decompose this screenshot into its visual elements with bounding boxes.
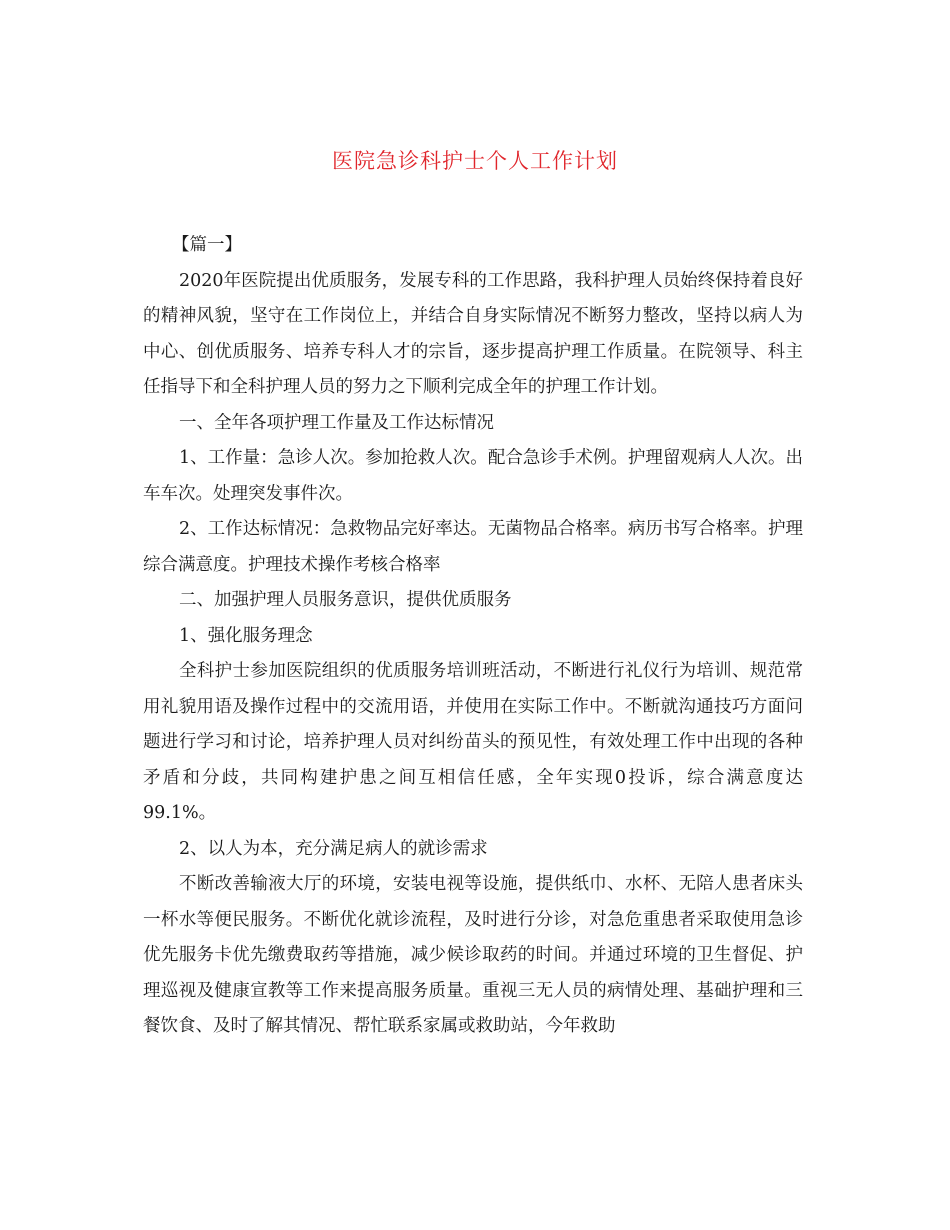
document-title: 医院急诊科护士个人工作计划 bbox=[332, 149, 618, 173]
standards-paragraph: 2、工作达标情况：急救物品完好率达。无菌物品合格率。病历书写合格率。护理综合满意度。护理技术操作考核合格率 bbox=[143, 519, 803, 575]
service-training-paragraph: 全科护士参加医院组织的优质服务培训班活动，不断进行礼仪行为培训、规范常用礼貌用语及操作过程中的交流用语，并使用在实际工作中。不断就沟通技巧方面问题进行学习和讨论，培养护理人员对纠纷苗头的预见性，有效处理工作中出现的各种矛盾和分歧，共同构建护患之间互相信任感，全年实现0投诉，综合满意度达99.1%。 bbox=[143, 661, 803, 823]
section-heading-service: 二、加强护理人员服务意识，提供优质服务 bbox=[179, 590, 512, 610]
subheading-service-concept: 1、强化服务理念 bbox=[179, 625, 313, 646]
intro-paragraph: 2020年医院提出优质服务，发展专科的工作思路，我科护理人员始终保持着良好的精神风貌，坚守在工作岗位上，并结合自身实际情况不断努力整改，坚持以病人为中心、创优质服务、培养专科人才的宗旨，逐步提高护理工作质量。在院领导、科主任指导下和全科护理人员的努力之下顺利完成全年的护理工作计划。 bbox=[143, 270, 803, 397]
workload-paragraph: 1、工作量：急诊人次。参加抢救人次。配合急诊手术例。护理留观病人人次。出车车次。处理突发事件次。 bbox=[143, 448, 803, 504]
subheading-patient-needs: 2、以人为本，充分满足病人的就诊需求 bbox=[179, 838, 488, 859]
patient-needs-paragraph: 不断改善输液大厅的环境，安装电视等设施，提供纸巾、水杯、无陪人患者床头一杯水等便民服务。不断优化就诊流程，及时进行分诊，对急危重患者采取使用急诊优先服务卡优先缴费取药等措施，减少候诊取药的时间。并通过环境的卫生督促、护理巡视及健康宣教等工作来提高服务质量。重视三无人员的病情处理、基础护理和三餐饮食、及时了解其情况、帮忙联系家属或救助站，今年救助 bbox=[143, 874, 803, 1036]
section-heading-workload: 一、全年各项护理工作量及工作达标情况 bbox=[179, 412, 494, 433]
document-body bbox=[143, 228, 803, 1045]
section-heading-part-one: 【篇一】 bbox=[172, 235, 242, 255]
